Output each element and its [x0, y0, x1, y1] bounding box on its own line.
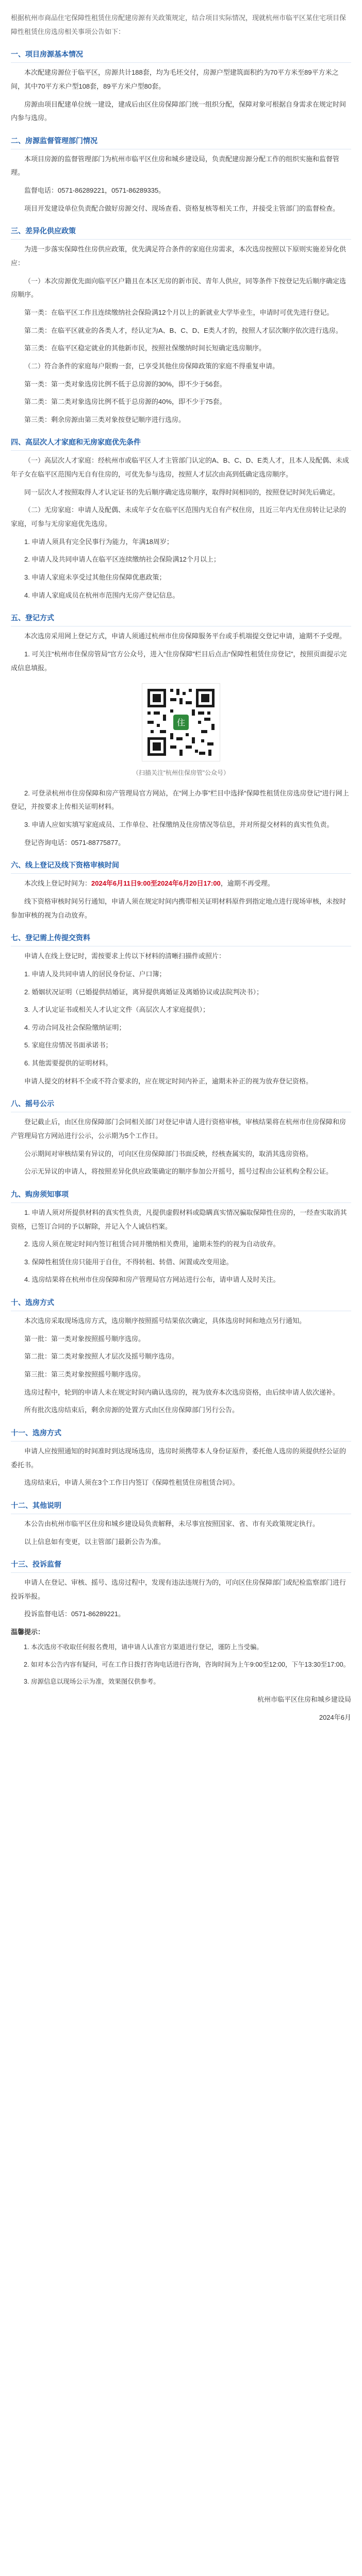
section-8-title: 八、摇号公示	[11, 1096, 351, 1112]
section-11-title: 十一、选房方式	[11, 1426, 351, 1442]
paragraph: 本项目房源的监督管理部门为杭州市临平区住房和城乡建设局，负责配建房源分配工作的组织实施和监督管理。	[11, 155, 340, 177]
paragraph: （一）本次房源优先面向临平区户籍且在本区无房的新市民、青年人供应，同等条件下按登记先后顺序确定选房顺序。	[11, 277, 347, 299]
paragraph: 本次选房采用网上登记方式，申请人须通过杭州市住房保障服务平台或手机端提交登记申请，逾期不予受理。	[24, 632, 347, 640]
svg-text:住: 住	[176, 718, 186, 728]
paragraph: 5. 家庭住房情况书面承诺书；	[24, 1041, 112, 1049]
paragraph: 公示期间对审核结果有异议的，可向区住房保障部门书面反映，经核查属实的，取消其选房资格。	[24, 1149, 313, 1158]
paragraph: 4. 申请人家庭成员在杭州市范围内无房产登记信息。	[24, 591, 179, 599]
paragraph: 1. 可关注“杭州市住保房管局”官方公众号，进入“住房保障”栏目后点击“保障性租赁住房登记”，按照页面提示完成信息填报。	[11, 650, 347, 672]
qr-code-icon	[142, 684, 220, 761]
qr-code-caption: （扫描关注“杭州住保房管”公众号）	[133, 769, 229, 777]
paragraph: 第一批：第一类对象按照摇号顺序选房。	[24, 1334, 145, 1343]
paragraph: 本次配建房源位于临平区，房源共计188套，均为毛坯交付，房源户型建筑面积约为70平方米至89平方米之间，其中70平方米户型108套，89平方米户型80套。	[11, 69, 339, 90]
tip-item: 3. 房源信息以现场公示为准，效果图仅供参考。	[24, 1678, 160, 1686]
paragraph: 第一类：在临平区工作且连续缴纳社会保险满12个月以上的新就业大学毕业生，申请时可优先进行登记。	[24, 308, 334, 316]
paragraph: 申请人在线上登记时，需按要求上传以下材料的清晰扫描件或照片：	[24, 952, 226, 960]
intro-paragraph: 根据杭州市商品住宅保障性租赁住房配建房源有关政策规定，结合项目实际情况，现就杭州市临平区某住宅项目保障性租赁住房选房相关事项公告如下：	[11, 14, 347, 36]
signature-organization: 杭州市临平区住房和城乡建设局	[257, 1695, 351, 1703]
section-1-title: 一、项目房源基本情况	[11, 47, 351, 63]
paragraph: 3. 申请人应如实填写家庭成员、工作单位、社保缴纳及住房情况等信息，并对所提交材料的真实性负责。	[24, 821, 334, 829]
paragraph: （二）符合条件的家庭每户限购一套，已享受其他住房保障政策的家庭不得重复申请。	[24, 362, 279, 370]
paragraph: 第一类：第一类对象选房比例不低于总房源的30%，即不少于56套。	[24, 380, 226, 388]
paragraph: （二）无房家庭：申请人及配偶、未成年子女在临平区范围内无自有产权住房，且近三年内无住房转让记录的家庭，可参与无房家庭优先选房。	[11, 506, 347, 528]
registration-time-tail: ，逾期不再受理。	[220, 879, 274, 888]
section-6-title: 六、线上登记及线下资格审核时间	[11, 858, 351, 874]
tip-item: 2. 如对本公告内容有疑问，可在工作日拨打咨询电话进行咨询，咨询时间为上午9:00至12:00，下午13:30至17:00。	[24, 1660, 350, 1668]
paragraph: 项目开发建设单位负责配合做好房源交付、现场查看、资格复核等相关工作，并接受主管部门的监督检查。	[24, 204, 340, 212]
paragraph: 申请人提交的材料不全或不符合要求的，应在规定时间内补正，逾期未补正的视为放弃登记资格。	[24, 1077, 313, 1085]
tips-title: 温馨提示：	[11, 1628, 45, 1636]
section-2-title: 二、房源监督管理部门情况	[11, 133, 351, 149]
paragraph: 本次选房采取现场选房方式，选房顺序按照摇号结果依次确定，具体选房时间和地点另行通知。	[24, 1317, 306, 1325]
paragraph: 1. 申请人须对所提供材料的真实性负责，凡提供虚假材料或隐瞒真实情况骗取保障性住房的，一经查实取消其资格，已签订合同的予以解除，并记入个人诚信档案。	[11, 1208, 347, 1230]
registration-time-highlight: 2024年6月11日9:00至2024年6月20日17:00	[91, 879, 221, 888]
paragraph: 第三批：第三类对象按照摇号顺序选房。	[24, 1370, 145, 1379]
paragraph: 1. 申请人及共同申请人的居民身份证、户口簿；	[24, 970, 166, 978]
paragraph: 2. 可登录杭州市住房保障和房产管理局官方网站，在“网上办事”栏目中选择“保障性租赁住房选房登记”进行网上登记，并按要求上传相关证明材料。	[11, 789, 349, 811]
registration-time-label: 本次线上登记时间为：	[24, 879, 92, 888]
section-7-title: 七、登记需上传提交资料	[11, 930, 351, 946]
paragraph: 选房过程中，轮到的申请人未在规定时间内确认选房的，视为放弃本次选房资格，由后续申请人依次递补。	[24, 1388, 340, 1396]
paragraph: 以上信息如有变更，以主管部门最新公告为准。	[24, 1537, 166, 1546]
tip-item: 1. 本次选房不收取任何报名费用，请申请人认准官方渠道进行登记，谨防上当受骗。	[24, 1643, 263, 1651]
paragraph: 第三类：在临平区稳定就业的其他新市民，按照社保缴纳时间长短确定选房顺序。	[24, 344, 266, 352]
paragraph: 3. 申请人家庭未享受过其他住房保障优惠政策；	[24, 573, 166, 581]
section-10-title: 十、选房方式	[11, 1295, 351, 1311]
section-3-title: 三、差异化供应政策	[11, 224, 351, 240]
qr-code-container	[11, 683, 351, 764]
paragraph: 申请人在登记、审核、摇号、选房过程中，发现有违法违规行为的，可向区住房保障部门或纪检监察部门进行投诉举报。	[11, 1579, 347, 1600]
paragraph: 登记咨询电话：0571-88775877。	[24, 838, 125, 846]
paragraph: 3. 保障性租赁住房只能用于自住，不得转租、转借、闲置或改变用途。	[24, 1258, 233, 1266]
paragraph: 选房结束后，申请人须在3个工作日内签订《保障性租赁住房租赁合同》。	[24, 1479, 239, 1487]
paragraph: 监督电话：0571-86289221，0571-86289335。	[24, 187, 166, 195]
paragraph: 申请人应按照通知的时间准时到达现场选房，选房时须携带本人身份证原件，委托他人选房的须提供经公证的委托书。	[11, 1447, 347, 1469]
paragraph: 6. 其他需要提供的证明材料。	[24, 1059, 112, 1067]
paragraph: 1. 申请人须具有完全民事行为能力，年满18周岁；	[24, 537, 173, 546]
signature-date: 2024年6月	[319, 1713, 351, 1721]
paragraph: 投诉监督电话：0571-86289221。	[24, 1610, 125, 1618]
paragraph: 公示无异议的申请人，将按照差异化供应政策确定的顺序参加公开摇号，摇号过程由公证机构全程公证。	[24, 1167, 333, 1176]
paragraph: 3. 人才认定证书或相关人才认定文件（高层次人才家庭提供）；	[24, 1006, 209, 1014]
paragraph: 登记截止后，由区住房保障部门会同相关部门对登记申请人进行资格审核，审核结果将在杭州市住房保障和房产管理局官方网站进行公示，公示期为5个工作日。	[11, 1118, 347, 1140]
qr-code-image[interactable]	[142, 683, 220, 761]
paragraph: 第二类：第二类对象选房比例不低于总房源的40%，即不少于75套。	[24, 398, 226, 406]
paragraph: 本公告由杭州市临平区住房和城乡建设局负责解释，未尽事宜按照国家、省、市有关政策规定执行。	[24, 1519, 320, 1528]
paragraph: 第二类：在临平区就业的各类人才，经认定为A、B、C、D、E类人才的，按照人才层次顺序依次进行选房。	[24, 326, 342, 334]
paragraph: 线下资格审核时间另行通知，申请人须在规定时间内携带相关证明材料原件到指定地点进行现场审核，未按时参加审核的视为自动放弃。	[11, 897, 347, 919]
paragraph: 同一层次人才按照取得人才认定证书的先后顺序确定选房顺序，取得时间相同的，按照登记时间先后确定。	[24, 488, 340, 496]
announcement-page	[11, 0, 351, 1749]
paragraph: 4. 选房结果将在杭州市住房保障和房产管理局官方网站进行公布，请申请人及时关注。	[24, 1276, 280, 1284]
paragraph: 4. 劳动合同及社会保险缴纳证明；	[24, 1023, 126, 1031]
paragraph: 2. 婚姻状况证明（已婚提供结婚证，离异提供离婚证及离婚协议或法院判决书）；	[24, 988, 263, 996]
paragraph: 2. 选房人须在规定时间内签订租赁合同并缴纳相关费用，逾期未签约的视为自动放弃。	[24, 1240, 280, 1248]
paragraph: 房源由项目配建单位统一建设，建成后由区住房保障部门统一组织分配，保障对象可根据自身需求在规定时间内参与选房。	[11, 100, 347, 122]
section-4-title: 四、高层次人才家庭和无房家庭优先条件	[11, 435, 351, 451]
registration-time-paragraph	[11, 877, 351, 891]
paragraph: 2. 申请人及共同申请人在临平区连续缴纳社会保险满12个月以上；	[24, 555, 220, 564]
paragraph: 第三类：剩余房源由第三类对象按登记顺序进行选房。	[24, 415, 186, 423]
paragraph: （一）高层次人才家庭：经杭州市或临平区人才主管部门认定的A、B、C、D、E类人才，且本人及配偶、未成年子女在临平区范围内无自有住房的，可优先参与选房，按照人才层次由高到低确定选房顺序。	[11, 456, 349, 479]
section-5-title: 五、登记方式	[11, 611, 351, 626]
section-9-title: 九、购房须知事项	[11, 1187, 351, 1203]
section-12-title: 十二、其他说明	[11, 1498, 351, 1514]
paragraph: 所有批次选房结束后，剩余房源的处置方式由区住房保障部门另行公告。	[24, 1406, 239, 1414]
paragraph: 第二批：第二类对象按照人才层次及摇号顺序选房。	[24, 1352, 179, 1361]
paragraph: 为进一步落实保障性住房供应政策，优先满足符合条件的家庭住房需求，本次选房按照以下原则实施差异化供应：	[11, 245, 347, 267]
section-13-title: 十三、投诉监督	[11, 1557, 351, 1573]
